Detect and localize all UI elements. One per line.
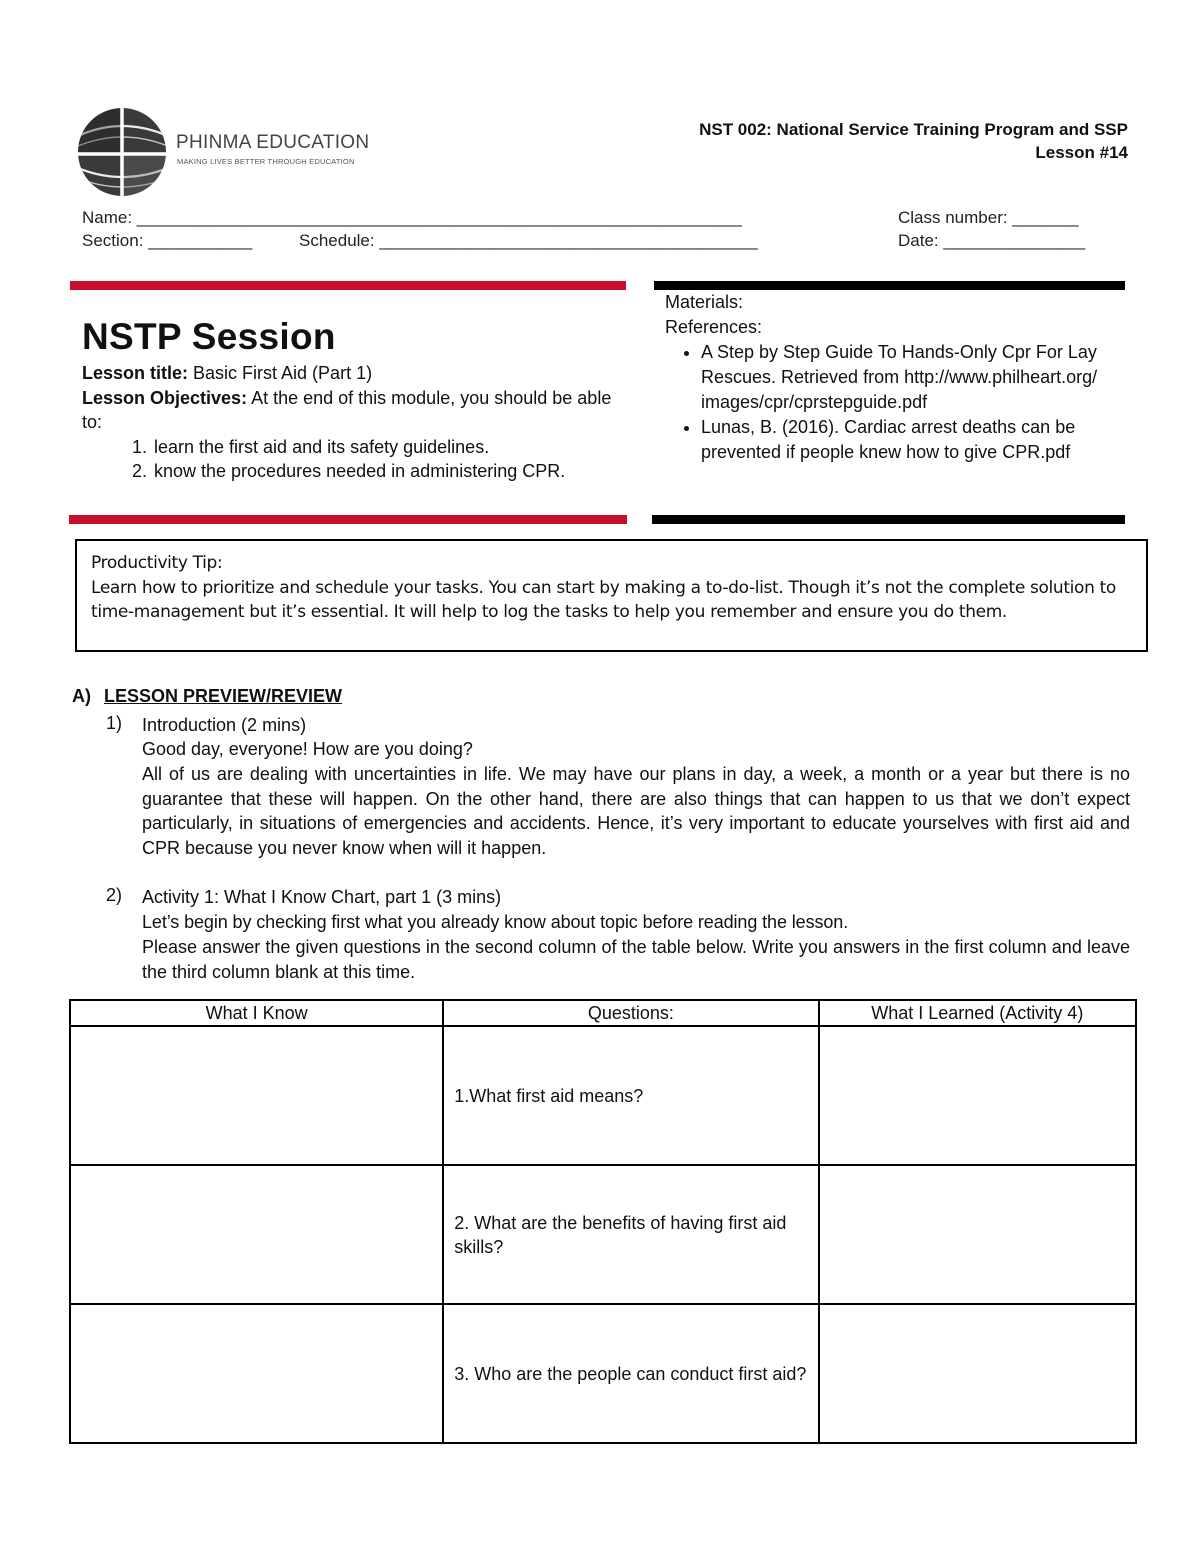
section-a-title: LESSON PREVIEW/REVIEW xyxy=(104,686,343,706)
lesson-number: Lesson #14 xyxy=(1035,143,1128,162)
what-i-learned-cell[interactable] xyxy=(819,1304,1136,1443)
what-i-learned-cell[interactable] xyxy=(819,1165,1136,1304)
intro-greeting: Good day, everyone! How are you doing? xyxy=(142,739,473,759)
table-row xyxy=(70,1026,1136,1165)
question-cell: 2. What are the benefits of having first aid skills? xyxy=(443,1165,818,1304)
top-red-divider xyxy=(70,281,626,290)
productivity-tip-text: Learn how to prioritize and schedule your tasks. You can start by making a to-do-list. Though it’s not the complete solution to time-management but it’s essential. It will help to log the tasks to help you remember and ensure you do them. xyxy=(91,577,1116,622)
table-row xyxy=(70,1304,1136,1443)
what-i-know-cell[interactable] xyxy=(70,1304,443,1443)
references-list xyxy=(665,340,1120,465)
table-row xyxy=(70,1165,1136,1304)
materials-label: Materials: xyxy=(665,292,744,312)
activity-title: Activity 1: What I Know Chart, part 1 (3 mins) xyxy=(142,887,502,907)
lesson-title: Basic First Aid (Part 1) xyxy=(193,363,373,383)
item-number: 2) xyxy=(106,885,123,905)
header-questions: Questions: xyxy=(443,1000,818,1026)
objective-item: 1. learn the first aid and its safety guidelines. xyxy=(152,435,612,460)
course-title: NST 002: National Service Training Program and SSP xyxy=(699,120,1128,139)
bottom-black-divider xyxy=(652,515,1125,524)
header-what-i-learned: What I Learned (Activity 4) xyxy=(819,1000,1136,1026)
objectives-label: Lesson Objectives: xyxy=(82,387,248,408)
schedule-field[interactable]: Schedule: ________________________________________ xyxy=(299,231,758,250)
reference-item: • Lunas, B. (2016). Cardiac arrest deaths can be prevented if people knew how to give CPR.pdf xyxy=(701,415,1101,465)
question-cell: 1.What first aid means? xyxy=(443,1026,818,1165)
name-field[interactable]: Name: ________________________________________________________________ xyxy=(82,208,742,227)
item-number: 1) xyxy=(106,713,123,733)
course-header xyxy=(699,118,1128,164)
references-block xyxy=(665,290,1120,465)
activity-directions: Please answer the given questions in the second column of the table below. Write you answers in the first column and leave the third column blank at this time. xyxy=(142,937,1130,982)
intro-title: Introduction (2 mins) xyxy=(142,715,307,735)
intro-paragraph: All of us are dealing with uncertainties in life. We may have our plans in day, a week, a month or a year but there is no guarantee that these will happen. On the other hand, there are also things that can happen to us that we don’t expect particularly, in situations of emergencies and accidents. Hence, it’s very important to educate yourselves with first aid and CPR because you never know when will it happen. xyxy=(142,764,1130,858)
what-i-know-chart xyxy=(69,999,1137,1444)
session-title: NSTP Session xyxy=(82,316,336,357)
what-i-know-cell[interactable] xyxy=(70,1026,443,1165)
lesson-title-label: Lesson title: xyxy=(82,363,189,383)
lesson-title-line xyxy=(82,361,612,386)
references-label: References: xyxy=(665,317,763,337)
bottom-red-divider xyxy=(69,515,627,524)
table-header-row xyxy=(70,1000,1136,1026)
objectives-intro: At the end of this module, you should be able to: xyxy=(82,387,612,432)
section-a-heading xyxy=(72,686,342,707)
date-field[interactable]: Date: _______________ xyxy=(898,231,1086,250)
activity-instruction: Let’s begin by checking first what you already know about topic before reading the lesson. xyxy=(142,912,849,932)
class-number-field[interactable]: Class number: _______ xyxy=(898,208,1079,227)
lesson-info xyxy=(82,361,612,484)
objectives-list xyxy=(82,435,612,484)
logo-tagline: MAKING LIVES BETTER THROUGH EDUCATION xyxy=(177,157,355,166)
section-a-letter: A) xyxy=(72,686,91,706)
productivity-tip-box xyxy=(75,539,1148,652)
productivity-tip-label: Productivity Tip: xyxy=(91,553,223,573)
objectives-line xyxy=(82,386,612,435)
header-what-i-know: What I Know xyxy=(70,1000,443,1026)
question-cell: 3. Who are the people can conduct first aid? xyxy=(443,1304,818,1443)
what-i-know-cell[interactable] xyxy=(70,1165,443,1304)
objective-item: 2. know the procedures needed in administering CPR. xyxy=(152,459,612,484)
logo-name: PHINMA EDUCATION xyxy=(176,132,370,153)
section-field[interactable]: Section: ___________ xyxy=(82,231,253,250)
top-black-divider xyxy=(654,281,1125,290)
what-i-learned-cell[interactable] xyxy=(819,1026,1136,1165)
reference-item: • A Step by Step Guide To Hands-Only Cpr For Lay Rescues. Retrieved from http://www.philheart.org/images/cpr/cprstepguide.pdf xyxy=(701,340,1101,415)
